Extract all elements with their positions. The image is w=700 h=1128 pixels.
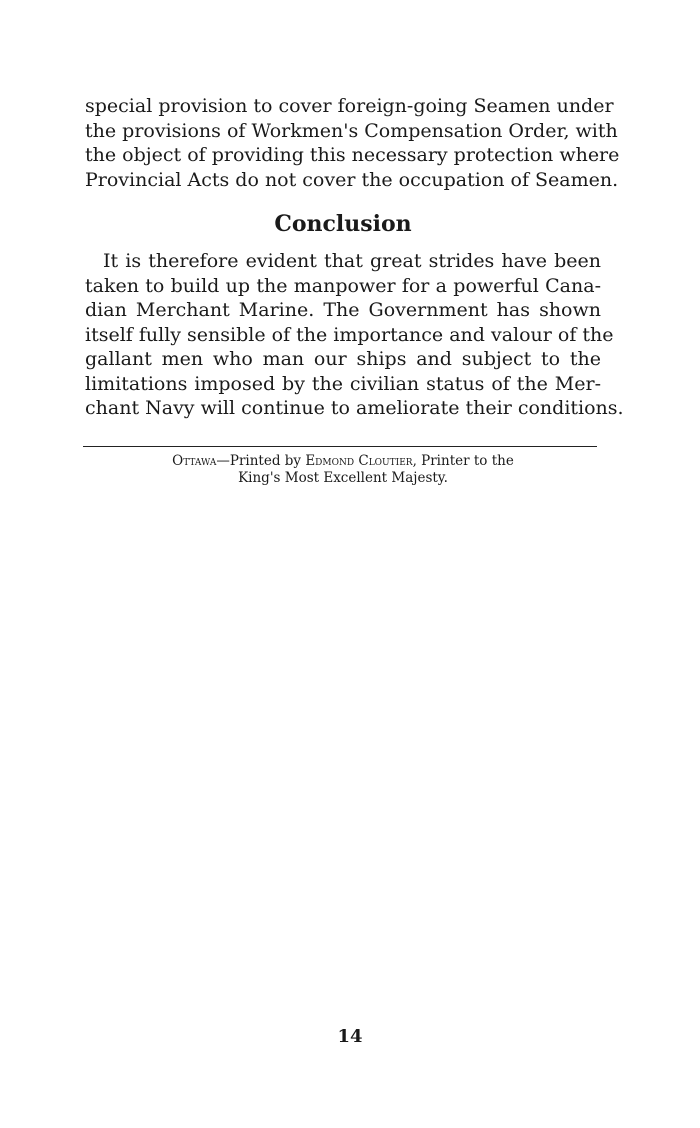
page-number: 14 bbox=[337, 1026, 363, 1047]
paragraph-line: itself fully sensible of the importance and valour of the bbox=[85, 323, 614, 346]
imprint-role: , Printer to the bbox=[412, 453, 514, 469]
intro-paragraph bbox=[85, 94, 620, 192]
imprint-line-1 bbox=[85, 453, 601, 470]
paragraph-line: chant Navy will continue to ameliorate their conditions. bbox=[85, 397, 624, 419]
paragraph-line: special provision to cover foreign-going Seamen under bbox=[85, 95, 614, 117]
paragraph-line: the object of providing this necessary protection where bbox=[85, 144, 620, 166]
paragraph-line: dian Merchant Marine. The Government has shown bbox=[85, 299, 601, 321]
paragraph-line: gallant men who man our ships and subject to the bbox=[85, 348, 601, 370]
paragraph-line: Provincial Acts do not cover the occupation of Seamen. bbox=[85, 168, 619, 191]
horizontal-rule bbox=[83, 446, 597, 447]
paragraph-line: the provisions of Workmen's Compensation Order, with bbox=[85, 119, 618, 142]
paragraph-line: It is therefore evident that great strides have been bbox=[103, 250, 601, 272]
imprint-printer-name: Edmond Cloutier bbox=[305, 453, 413, 469]
imprint-city: Ottawa bbox=[172, 453, 217, 469]
paragraph-line: taken to build up the manpower for a powerful Cana- bbox=[85, 274, 601, 297]
imprint-printed-by: —Printed by bbox=[216, 453, 306, 469]
imprint-line-2: King's Most Excellent Majesty. bbox=[238, 470, 448, 486]
paragraph-line: limitations imposed by the civilian status of the Mer- bbox=[85, 372, 601, 395]
printer-imprint bbox=[85, 453, 601, 487]
conclusion-paragraph bbox=[85, 249, 624, 421]
section-heading: Conclusion bbox=[274, 211, 412, 237]
